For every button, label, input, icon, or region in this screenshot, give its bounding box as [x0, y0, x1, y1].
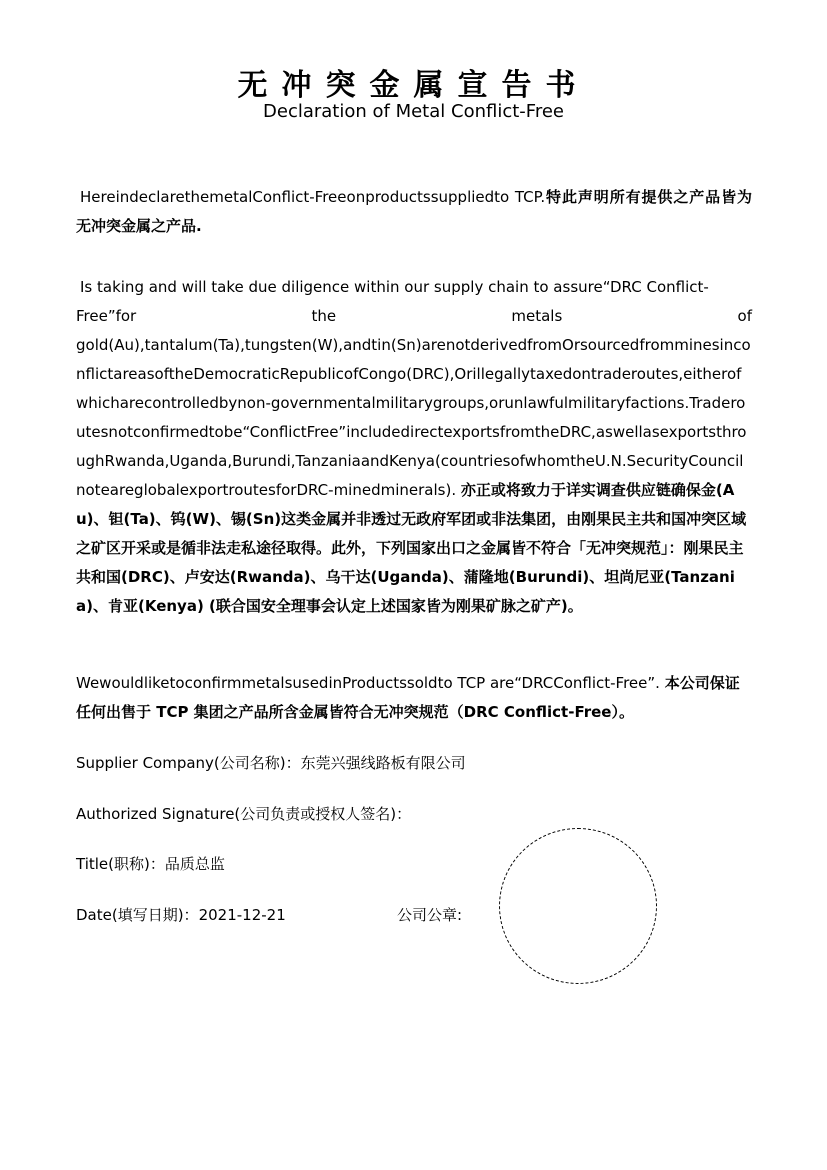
- date-value: 2021-12-21: [198, 906, 286, 924]
- word: Free”for: [76, 307, 137, 325]
- supplier-company-field: [76, 752, 466, 773]
- paragraph-declaration-cn: 特此声明所有提供之产品皆为无冲突金属之产品.: [76, 188, 752, 235]
- paragraph-due-diligence-body: [76, 331, 752, 621]
- authorized-signature-label: Authorized Signature(公司负责或授权人签名)：: [76, 805, 412, 823]
- authorized-signature-field: [76, 803, 411, 824]
- title-label: Title(职称)：: [76, 855, 165, 873]
- paragraph-confirmation-en: WewouldliketoconfirmmetalsusedinProductssoldto TCP are“DRCConflict-Free”.: [76, 674, 660, 692]
- document-title-cn: 无冲突金属宣告书: [237, 68, 590, 103]
- title-field: [76, 853, 225, 874]
- title-value: 品质总监: [164, 855, 225, 873]
- paragraph-due-diligence-line1: Is taking and will take due diligence within our supply chain to assure“DRC Conflict-: [80, 278, 709, 296]
- paragraph-confirmation-cn: 本公司保证任何出售于 TCP 集团之产品所含金属皆符合无冲突规范（DRC Conflict-Free）。: [76, 674, 740, 721]
- word: the: [311, 307, 337, 325]
- supplier-company-label: Supplier Company(公司名称)：: [76, 754, 301, 772]
- paragraph-due-diligence-line2: [76, 302, 752, 331]
- company-seal-label: 公司公章:: [397, 906, 463, 924]
- paragraph-due-diligence-en: gold(Au),tantalum(Ta),tungsten(W),andtin(Sn)arenotderivedfromOrsourcedfromminesinconflictareasoftheDemocraticRepublicofCongo(DRC),Orillegallytaxedontraderoutes,eitherofwhicharecontrolledbynon-governmentalmilitarygroups,orunlawfulmilitaryfactions.Traderoutesnotconfirmedtobe“ConflictFree”includedirectexportsfromtheDRC,aswellasexportsthroughRwanda,Uganda,Burundi,TanzaniaandKenya(countriesofwhomtheU.N.SecurityCouncilnoteareglobalexportroutesforDRC-minedminerals).: [76, 336, 751, 499]
- document-title-en: Declaration of Metal Conflict-Free: [263, 101, 564, 122]
- paragraph-confirmation: [76, 669, 752, 727]
- date-label: Date(填写日期)：: [76, 906, 199, 924]
- paragraph-due-diligence-cn: 亦正或将致力于详实调查供应链确保金(Au)、钽(Ta)、钨(W)、锡(Sn)这类金属并非透过无政府军团或非法集团，由刚果民主共和国冲突区域之矿区开采或是循非法走私途径取得。此外，下列国家出口之金属皆不符合「无冲突规范」：刚果民主共和国(DRC)、卢安达(Rwanda)、乌干达(Uganda)、蒲隆地(Burundi)、坦尚尼亚(Tanzania)、肯亚(Kenya) (联合国安全理事会认定上述国家皆为刚果矿脉之矿产)。: [76, 481, 747, 615]
- date-field: [76, 904, 286, 925]
- paragraph-due-diligence: [76, 273, 752, 621]
- paragraph-declaration-en: HereindeclarethemetalConflict-Freeonproductssuppliedto TCP.: [80, 188, 546, 206]
- word: metals: [511, 307, 563, 325]
- word: of: [737, 307, 752, 325]
- company-seal-circle: [499, 828, 657, 984]
- supplier-company-value: 东莞兴强线路板有限公司: [300, 754, 466, 772]
- paragraph-declaration: [76, 183, 752, 241]
